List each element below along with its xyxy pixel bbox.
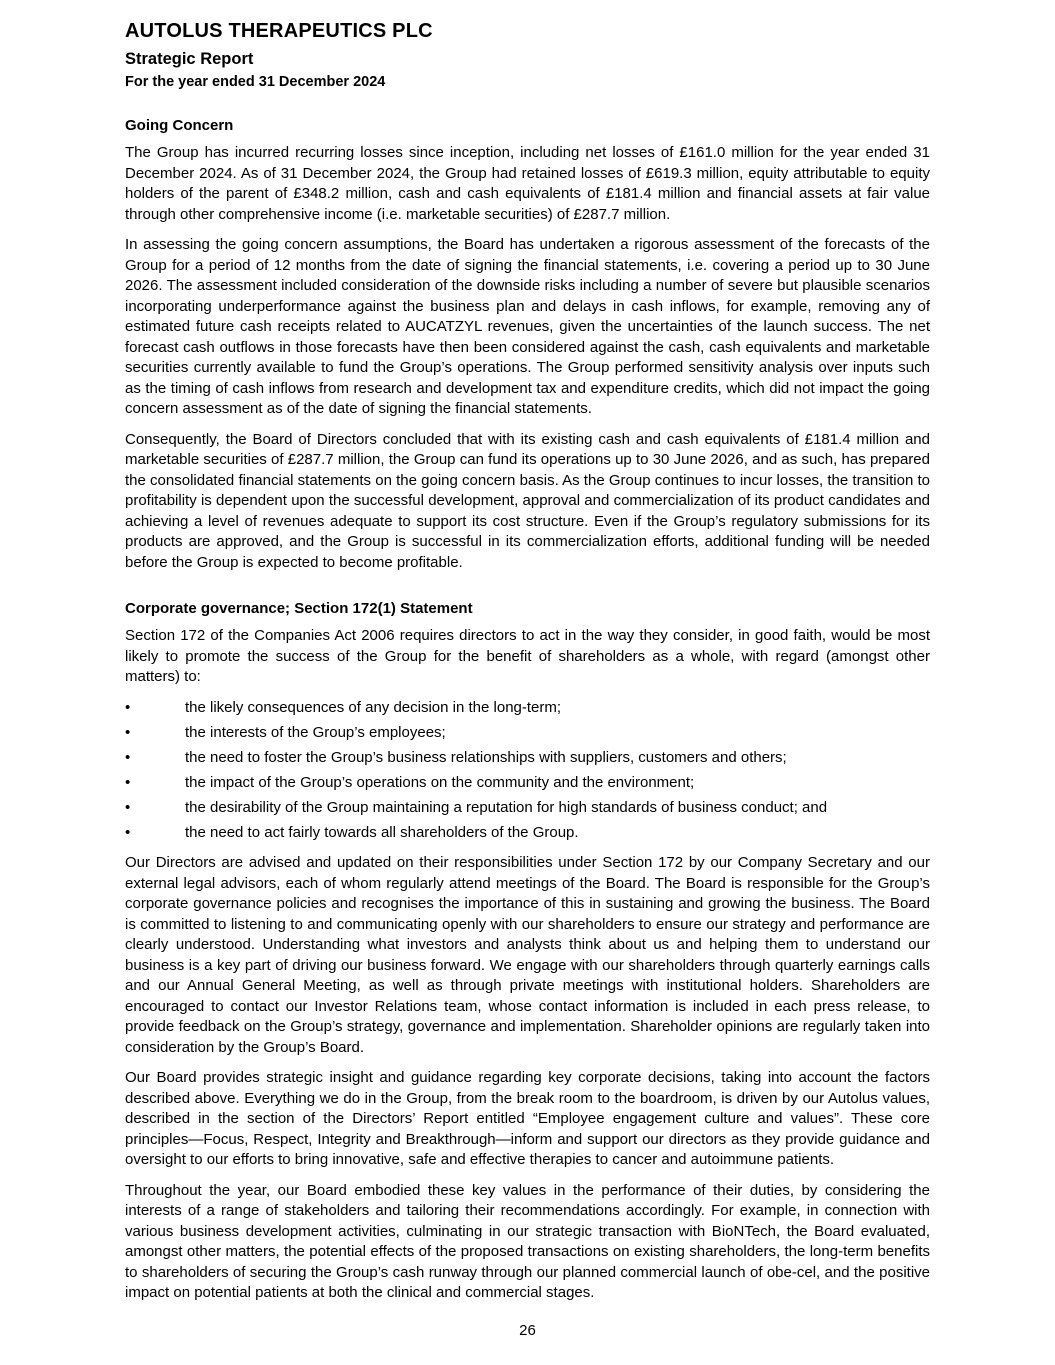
bullet-marker: •: [125, 798, 131, 816]
list-item: [125, 773, 930, 794]
list-item-text: the need to act fairly towards all shareholders of the Group.: [185, 823, 579, 841]
report-period: For the year ended 31 December 2024: [125, 74, 386, 90]
bullet-list: [125, 698, 930, 844]
bullet-marker: •: [125, 698, 131, 716]
list-item-text: the desirability of the Group maintaining a reputation for high standards of business conduct; and: [185, 798, 828, 816]
bullet-marker: •: [125, 723, 131, 741]
paragraph: Our Directors are advised and updated on their responsibilities under Section 172 by our Company Secretary and our external legal advisors, each of whom regularly attend meetings of the Board. The Board is responsible for the Group’s corporate governance policies and recognises the importance of this in sustaining and growing the business. The Board is committed to listening to and communicating openly with our shareholders to ensure our strategy and performance are clearly understood. Understanding what investors and analysts think about us and helping them to understand our business is a key part of driving our business forward. We engage with our shareholders through quarterly earnings calls and our Annual General Meeting, as well as through private meetings with institutional holders. Shareholders are encouraged to contact our Investor Relations team, whose contact information is included in each press release, to provide feedback on the Group’s strategy, governance and implementation. Shareholder opinions are regularly taken into consideration by the Group’s Board.: [125, 854, 930, 1056]
list-item-text: the likely consequences of any decision in the long-term;: [185, 698, 562, 716]
bullet-marker: •: [125, 823, 131, 841]
list-item: [125, 748, 930, 769]
list-item-text: the interests of the Group’s employees;: [185, 723, 446, 741]
paragraph: Throughout the year, our Board embodied these key values in the performance of their duties, by considering the interests of a range of stakeholders and tailoring their recommendations accordingly. For example, in connection with various business development activities, culminating in our strategic transaction with BioNTech, the Board evaluated, amongst other matters, the potential effects of the proposed transactions on existing shareholders, the long-term benefits to shareholders of securing the Group’s cash runway through our planned commercial launch of obe-cel, and the positive impact on potential patients at both the clinical and commercial stages.: [125, 1181, 930, 1301]
report-title: Strategic Report: [125, 50, 254, 68]
list-item-text: the need to foster the Group’s business relationships with suppliers, customers and others;: [185, 748, 787, 766]
section-heading-going-concern: Going Concern: [125, 117, 234, 134]
list-item: [125, 823, 930, 844]
section-heading-corporate-governance: Corporate governance; Section 172(1) Statement: [125, 600, 473, 617]
page-number: 26: [519, 1322, 536, 1339]
list-item: [125, 698, 930, 719]
bullet-marker: •: [125, 773, 131, 791]
paragraph: Our Board provides strategic insight and guidance regarding key corporate decisions, taking into account the factors described above. Everything we do in the Group, from the break room to the boardroom, is driven by our Autolus values, described in the section of the Directors’ Report entitled “Employee engagement culture and values”. These core principles—Focus, Respect, Integrity and Breakthrough—inform and support our directors as they provide guidance and oversight to our efforts to bring innovative, safe and effective therapies to cancer and autoimmune patients.: [125, 1069, 930, 1168]
list-item-text: the impact of the Group’s operations on the community and the environment;: [185, 773, 695, 791]
paragraph: In assessing the going concern assumptions, the Board has undertaken a rigorous assessment of the forecasts of the Group for a period of 12 months from the date of signing the financial statements, i.e. covering a period up to 30 June 2026. The assessment included consideration of the downside risks including a number of severe but plausible scenarios incorporating underperformance against the business plan and delays in cash inflows, for example, removing any of estimated future cash receipts related to AUCATZYL revenues, given the uncertainties of the launch success. The net forecast cash outflows in those forecasts have then been considered against the cash, cash equivalents and marketable securities currently available to fund the Group’s operations. The Group performed sensitivity analysis over inputs such as the timing of cash inflows from research and development tax and expenditure credits, which did not impact the going concern assessment as of the date of signing the financial statements.: [125, 236, 930, 417]
bullet-marker: •: [125, 748, 131, 766]
section-going-concern: [125, 117, 930, 573]
paragraph: Section 172 of the Companies Act 2006 requires directors to act in the way they consider, in good faith, would be most likely to promote the success of the Group for the benefit of shareholders as a whole, with regard (amongst other matters) to:: [125, 627, 930, 685]
list-item: [125, 723, 930, 744]
list-item: [125, 798, 930, 819]
paragraph: The Group has incurred recurring losses since inception, including net losses of £161.0 million for the year ended 31 December 2024. As of 31 December 2024, the Group had retained losses of £619.3 million, equity attributable to equity holders of the parent of £348.2 million, cash and cash equivalents of £181.4 million and financial assets at fair value through other comprehensive income (i.e. marketable securities) of £287.7 million.: [125, 144, 930, 223]
company-title: AUTOLUS THERAPEUTICS PLC: [125, 20, 433, 42]
section-corporate-governance: [125, 600, 930, 1304]
paragraph: Consequently, the Board of Directors concluded that with its existing cash and cash equivalents of £181.4 million and marketable securities of £287.7 million, the Group can fund its operations up to 30 June 2026, and as such, has prepared the consolidated financial statements on the going concern basis. As the Group continues to incur losses, the transition to profitability is dependent upon the successful development, approval and commercialization of its product candidates and achieving a level of revenues adequate to support its cost structure. Even if the Group’s regulatory submissions for its products are approved, and the Group is successful in its commercialization efforts, additional funding will be needed before the Group is expected to become profitable.: [125, 430, 930, 571]
